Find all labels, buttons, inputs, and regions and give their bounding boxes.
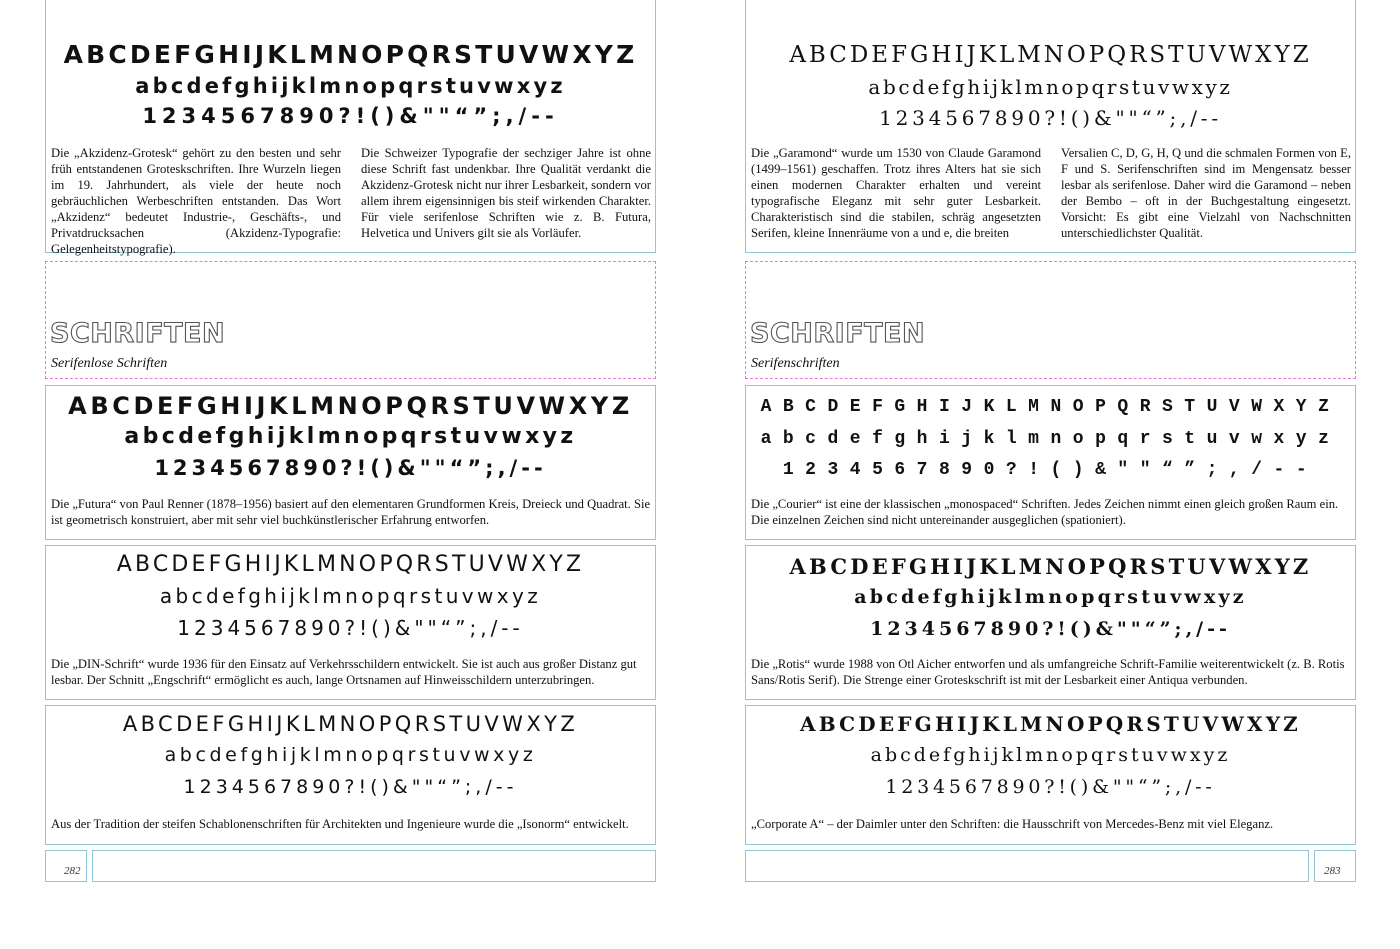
- specimen-lowercase: abcdefghijklmnopqrstuvwxyz: [164, 744, 537, 766]
- footer-box: [92, 850, 656, 882]
- specimen-uppercase: ABCDEFGHIJKLMNOPQRSTUVWXYZ: [789, 42, 1312, 68]
- specimen-digits: 1234567890?!()&""“”;,/--: [885, 776, 1216, 798]
- din-specimen: [45, 545, 656, 700]
- specimen-lowercase: abcdefghijklmnopqrstuvwxyz: [868, 75, 1233, 99]
- specimen-description-col1: Die „Akzidenz-Grotesk“ gehört zu den besten und sehr früh entstandenen Groteskschriften. Ihre Wurzeln liegen im 19. Jahrhundert, als viele der heute noch gebräuchlichen Werbeschriften entstanden. Das Wort „Akzidenz“ bedeutet Industrie-, Geschäfts-, und Privatdrucksachen (Akzidenz-Typografie: Gelegenheitstypografie).: [51, 146, 341, 256]
- section-title: SCHRIFTEN: [50, 318, 226, 349]
- specimen-uppercase: ABCDEFGHIJKLMNOPQRSTUVWXYZ: [789, 554, 1312, 579]
- section-title: SCHRIFTEN: [750, 318, 926, 349]
- specimen-uppercase: ABCDEFGHIJKLMNOPQRSTUVWXYZ: [63, 40, 638, 69]
- specimen-lowercase: abcdefghijklmnopqrstuvwxyz: [124, 424, 577, 449]
- specimen-description: Die „DIN-Schrift“ wurde 1936 für den Einsatz auf Verkehrsschildern entwickelt. Sie ist auch aus großer Distanz gut lesbar. Der Schnitt „Engschrift“ ermöglicht es auch, lange Ortsnamen auf Hinweisschildern unterzubringen.: [51, 657, 637, 687]
- specimen-uppercase: ABCDEFGHIJKLMNOPQRSTUVWXYZ: [122, 712, 579, 736]
- specimen-description: Aus der Tradition der steifen Schablonenschriften für Architekten und Ingenieure wurde die „Isonorm“ entwickelt.: [51, 817, 629, 831]
- specimen-description: „Corporate A“ – der Daimler unter den Schriften: die Hausschrift von Mercedes-Benz mit viel Eleganz.: [751, 817, 1274, 831]
- specimen-lowercase: abcdefghijklmnopqrstuvwxyz: [870, 744, 1231, 766]
- specimen-lowercase: abcdefghijklmnopqrstuvwxyz: [135, 74, 566, 98]
- rotis-specimen: [745, 545, 1356, 700]
- section-subtitle: Serifenschriften: [751, 356, 840, 371]
- specimen-uppercase: ABCDEFGHIJKLMNOPQRSTUVWXYZ: [68, 392, 633, 420]
- futura-specimen: [45, 385, 656, 540]
- section-subtitle: Serifenlose Schriften: [51, 356, 168, 371]
- page-number: 283: [1324, 865, 1341, 877]
- specimen-description: Die „Rotis“ wurde 1988 von Otl Aicher entworfen und als umfangreiche Schrift-Familie weiterentwickelt (z. B. Rotis Sans/Rotis Serif). Die Strenge einer Groteskschrift ist mit der Lesbarkeit einer Antiqua verbunden.: [751, 657, 1345, 687]
- page-number-box: [45, 850, 87, 882]
- page-number: 282: [64, 865, 81, 877]
- specimen-lowercase: abcdefghijklmnopqrstuvwxyz: [159, 584, 542, 608]
- section-heading-area: [745, 261, 1356, 379]
- specimen-digits: 1234567890?!()&""“”;,/--: [154, 456, 547, 480]
- specimen-digits: 1234567890?!()&""“”;,/--: [879, 106, 1222, 130]
- corporate-a-specimen: [745, 705, 1356, 845]
- specimen-description: Die „Futura“ von Paul Renner (1878–1956) basiert auf den elementaren Grundformen Kreis, Dreieck und Quadrat. Sie ist geometrisch konstruiert, aber mit sehr viel buchkünstlerischer Erfahrung entworfen.: [51, 497, 651, 527]
- specimen-digits: 1234567890?!()&""“”;,/--: [782, 460, 1319, 480]
- specimen-digits: 1234567890?!()&""“”;,/--: [142, 104, 559, 128]
- specimen-description-col2: Die Schweizer Typografie der sechziger Jahre ist ohne diese Schrift fast undenkbar. Ihre Qualität verdankt die Akzidenz-Grotesk nicht nur ihrer Lesbarkeit, sondern vor allem ihrem eigensinnigen bis steif wirkenden Charakter. Für viele serifenlose Schriften wie z. B. Futura, Helvetica und Univers gilt sie als Vorläufer.: [361, 146, 651, 240]
- right-page: [700, 0, 1400, 949]
- specimen-lowercase: abcdefghijklmnopqrstuvwxyz: [854, 586, 1247, 608]
- specimen-uppercase: ABCDEFGHIJKLMNOPQRSTUVWXYZ: [116, 552, 585, 577]
- specimen-digits: 1234567890?!()&""“”;,/--: [870, 618, 1231, 640]
- specimen-uppercase: ABCDEFGHIJKLMNOPQRSTUVWXYZ: [760, 397, 1341, 417]
- section-heading-area: [45, 261, 656, 379]
- specimen-digits: 1234567890?!()&""“”;,/--: [183, 776, 518, 798]
- specimen-description-col2: Versalien C, D, G, H, Q und die schmalen Formen von E, F und S. Serifenschriften sind im Mengensatz besser lesbar als serifenlose. Daher wird die Garamond – neben der Bembo – oft in der Buchgestaltung eingesetzt. Vorsicht: Es gibt eine Vielzahl von Nachschnitten unterschiedlichster Qualität.: [1061, 146, 1351, 240]
- specimen-description: Die „Courier“ ist eine der klassischen „monospaced“ Schriften. Jedes Zeichen nimmt einen gleich großen Raum ein. Die einzelnen Zeichen sind nicht untereinander ausgeglichen (spationiert).: [751, 497, 1339, 527]
- specimen-description-col1: Die „Garamond“ wurde um 1530 von Claude Garamond (1499–1561) geschaffen. Trotz ihres Alters hat sie sich einen modernen Charakter erhalten und vereint typografische Eleganz mit sehr guter Lesbarkeit. Charakteristisch sind die stabilen, schräg angesetzten Serifen, kleine Innenräume von a und e, die breiten: [751, 146, 1041, 240]
- specimen-digits: 1234567890?!()&""“”;,/--: [177, 616, 524, 640]
- courier-specimen: [745, 385, 1356, 540]
- specimen-lowercase: abcdefghijklmnopqrstuvwxyz: [760, 429, 1341, 449]
- page-number-box: [1314, 850, 1356, 882]
- specimen-uppercase: ABCDEFGHIJKLMNOPQRSTUVWXYZ: [799, 712, 1301, 736]
- akzidenz-grotesk-specimen: [45, 0, 656, 256]
- garamond-specimen: [745, 0, 1356, 253]
- footer-box: [745, 850, 1309, 882]
- isonorm-specimen: [45, 705, 656, 845]
